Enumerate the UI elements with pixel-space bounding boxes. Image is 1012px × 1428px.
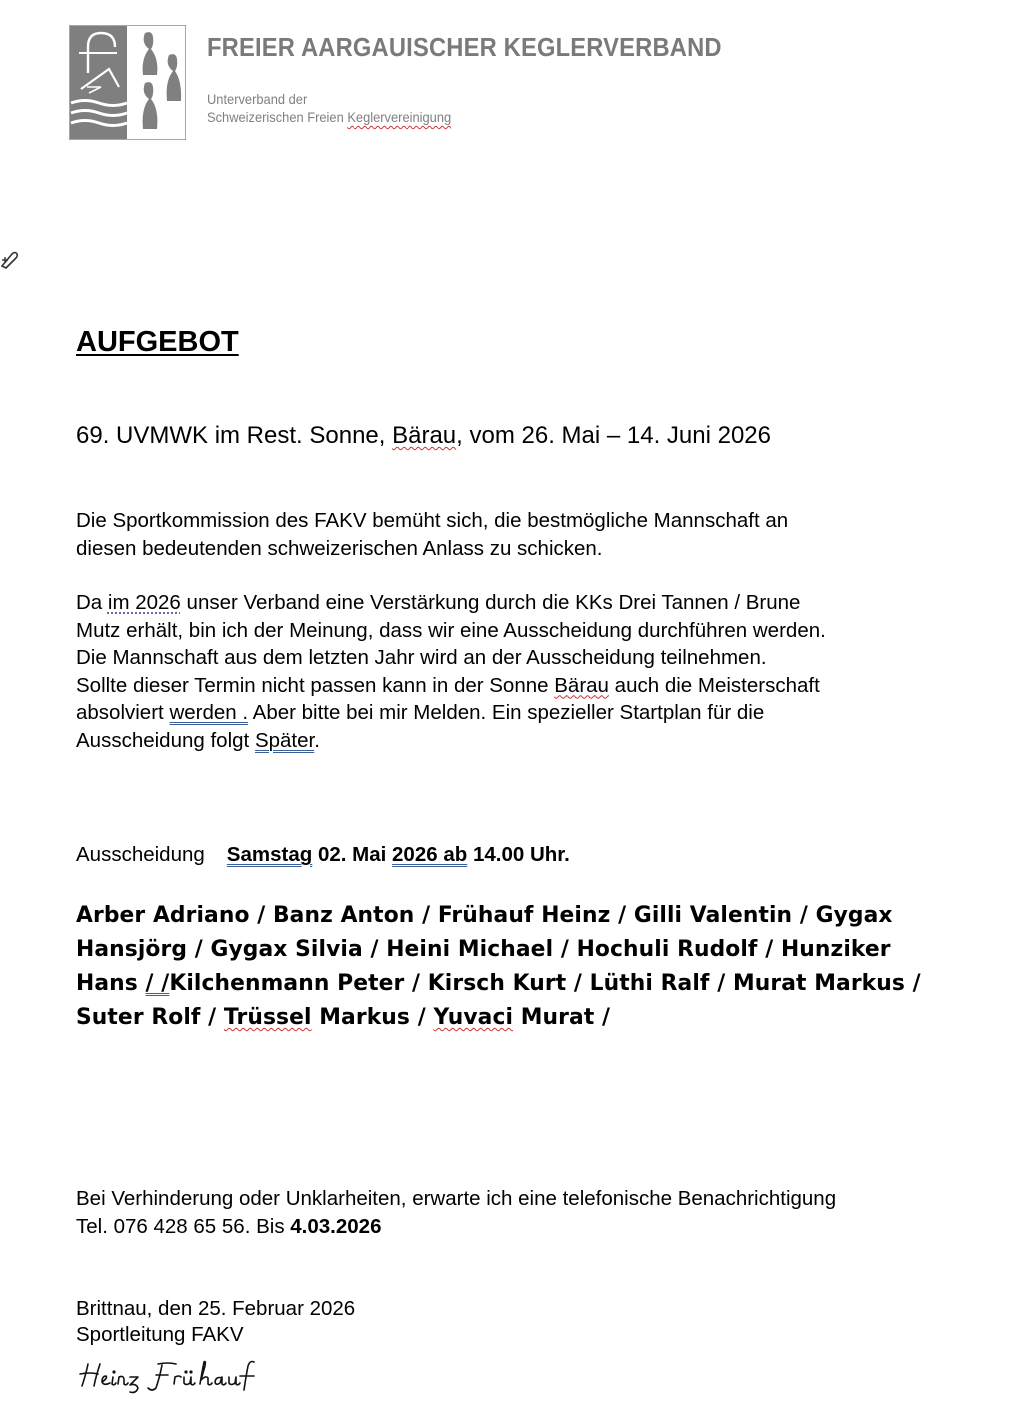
paragraph-line — [76, 589, 1006, 617]
paragraph-line — [76, 727, 1006, 755]
spellcheck-flagged-word[interactable]: Trüssel — [223, 1005, 312, 1030]
paragraph-line — [76, 672, 1006, 700]
grammar-flagged-word[interactable]: Samstag — [226, 843, 313, 866]
elimination-date — [227, 843, 570, 866]
grammar-flagged-phrase[interactable]: 2026 ab — [392, 843, 468, 866]
paragraph-details — [76, 589, 1006, 754]
elimination-line — [76, 843, 570, 867]
contact-line — [76, 1213, 836, 1241]
grammar-flagged-phrase[interactable]: im 2026 — [107, 591, 181, 614]
closing-block — [76, 1296, 355, 1348]
text: 14.00 Uhr. — [467, 843, 570, 866]
organization-name: FREIER AARGAUISCHER KEGLERVERBAND — [207, 34, 722, 62]
event-line — [76, 422, 771, 450]
spellcheck-flagged-word[interactable]: Yuvaci — [433, 1005, 514, 1030]
event-prefix: 69. UVMWK im Rest. Sonne, — [76, 422, 393, 449]
names-line: Hansjörg / Gygax Silvia / Heini Michael / Hochuli Rudolf / Hunziker — [76, 937, 891, 962]
text: Murat / — [513, 1005, 611, 1030]
text: absolviert — [76, 701, 170, 724]
grammar-flagged-phrase[interactable]: werden . — [169, 701, 249, 724]
text: Kilchenmann Peter / Kirsch Kurt / Lüthi Ralf / Murat Markus / — [169, 971, 921, 996]
paragraph-line: Die Mannschaft aus dem letzten Jahr wird an der Ausscheidung teilnehmen. — [76, 646, 767, 669]
grammar-flagged-phrase[interactable]: / / — [145, 971, 170, 996]
spellcheck-flagged-word[interactable]: Keglervereinigung — [347, 109, 452, 125]
place-date: Brittnau, den 25. Februar 2026 — [76, 1297, 356, 1320]
paragraph-line: diesen bedeutenden schweizerischen Anlass zu schicken. — [76, 536, 603, 560]
text: 02. Mai — [312, 843, 393, 866]
text: Hans — [76, 971, 146, 996]
paragraph-line — [76, 699, 1006, 727]
organization-subtitle-line1: Unterverband der — [207, 91, 308, 107]
paragraph-intro — [76, 507, 1006, 562]
text: Aber bitte bei mir Melden. Ein spezieller Startplan für die — [248, 701, 765, 724]
event-place[interactable]: Bärau — [392, 422, 457, 449]
text: auch die Meisterschaft — [608, 673, 820, 697]
sender-role: Sportleitung FAKV — [76, 1323, 244, 1346]
participant-names — [76, 899, 1006, 1035]
event-suffix: , vom 26. Mai – 14. Juni 2026 — [456, 422, 772, 449]
names-line — [76, 1001, 1006, 1035]
text: Sollte dieser Termin nicht passen kann in der Sonne — [76, 673, 555, 697]
document-heading: AUFGEBOT — [76, 326, 239, 358]
paragraph-line: Die Sportkommission des FAKV bemüht sich, die bestmögliche Mannschaft an — [76, 509, 789, 532]
text: Suter Rolf / — [76, 1005, 224, 1030]
paragraph-line: Mutz erhält, bin ich der Meinung, dass wir eine Ausscheidung durchführen werden. — [76, 618, 826, 642]
elimination-label: Ausscheidung — [76, 843, 205, 866]
deadline-date: 4.03.2026 — [290, 1214, 382, 1238]
organization-subtitle-line2 — [207, 109, 451, 125]
text: unser Verband eine Verstärkung durch die KKs Drei Tannen / Brune — [180, 591, 801, 614]
names-line — [76, 967, 1006, 1001]
edit-pen-icon[interactable] — [0, 246, 20, 272]
contact-line: Bei Verhinderung oder Unklarheiten, erwarte ich eine telefonische Benachrichtigung — [76, 1187, 837, 1210]
text: . — [314, 728, 320, 752]
text: Markus / — [311, 1005, 434, 1030]
text: Ausscheidung folgt — [76, 728, 255, 752]
spellcheck-flagged-word[interactable]: Bärau — [554, 673, 609, 697]
fakv-logo — [69, 25, 186, 140]
text: Tel. 076 428 65 56. Bis — [76, 1214, 291, 1238]
handwritten-signature — [76, 1356, 286, 1396]
subtitle-text: Schweizerischen Freien — [207, 109, 348, 125]
grammar-flagged-word[interactable]: Später — [254, 728, 315, 752]
names-line: Arber Adriano / Banz Anton / Frühauf Heinz / Gilli Valentin / Gygax — [76, 903, 893, 928]
contact-paragraph — [76, 1185, 836, 1240]
text: Da — [76, 591, 108, 614]
